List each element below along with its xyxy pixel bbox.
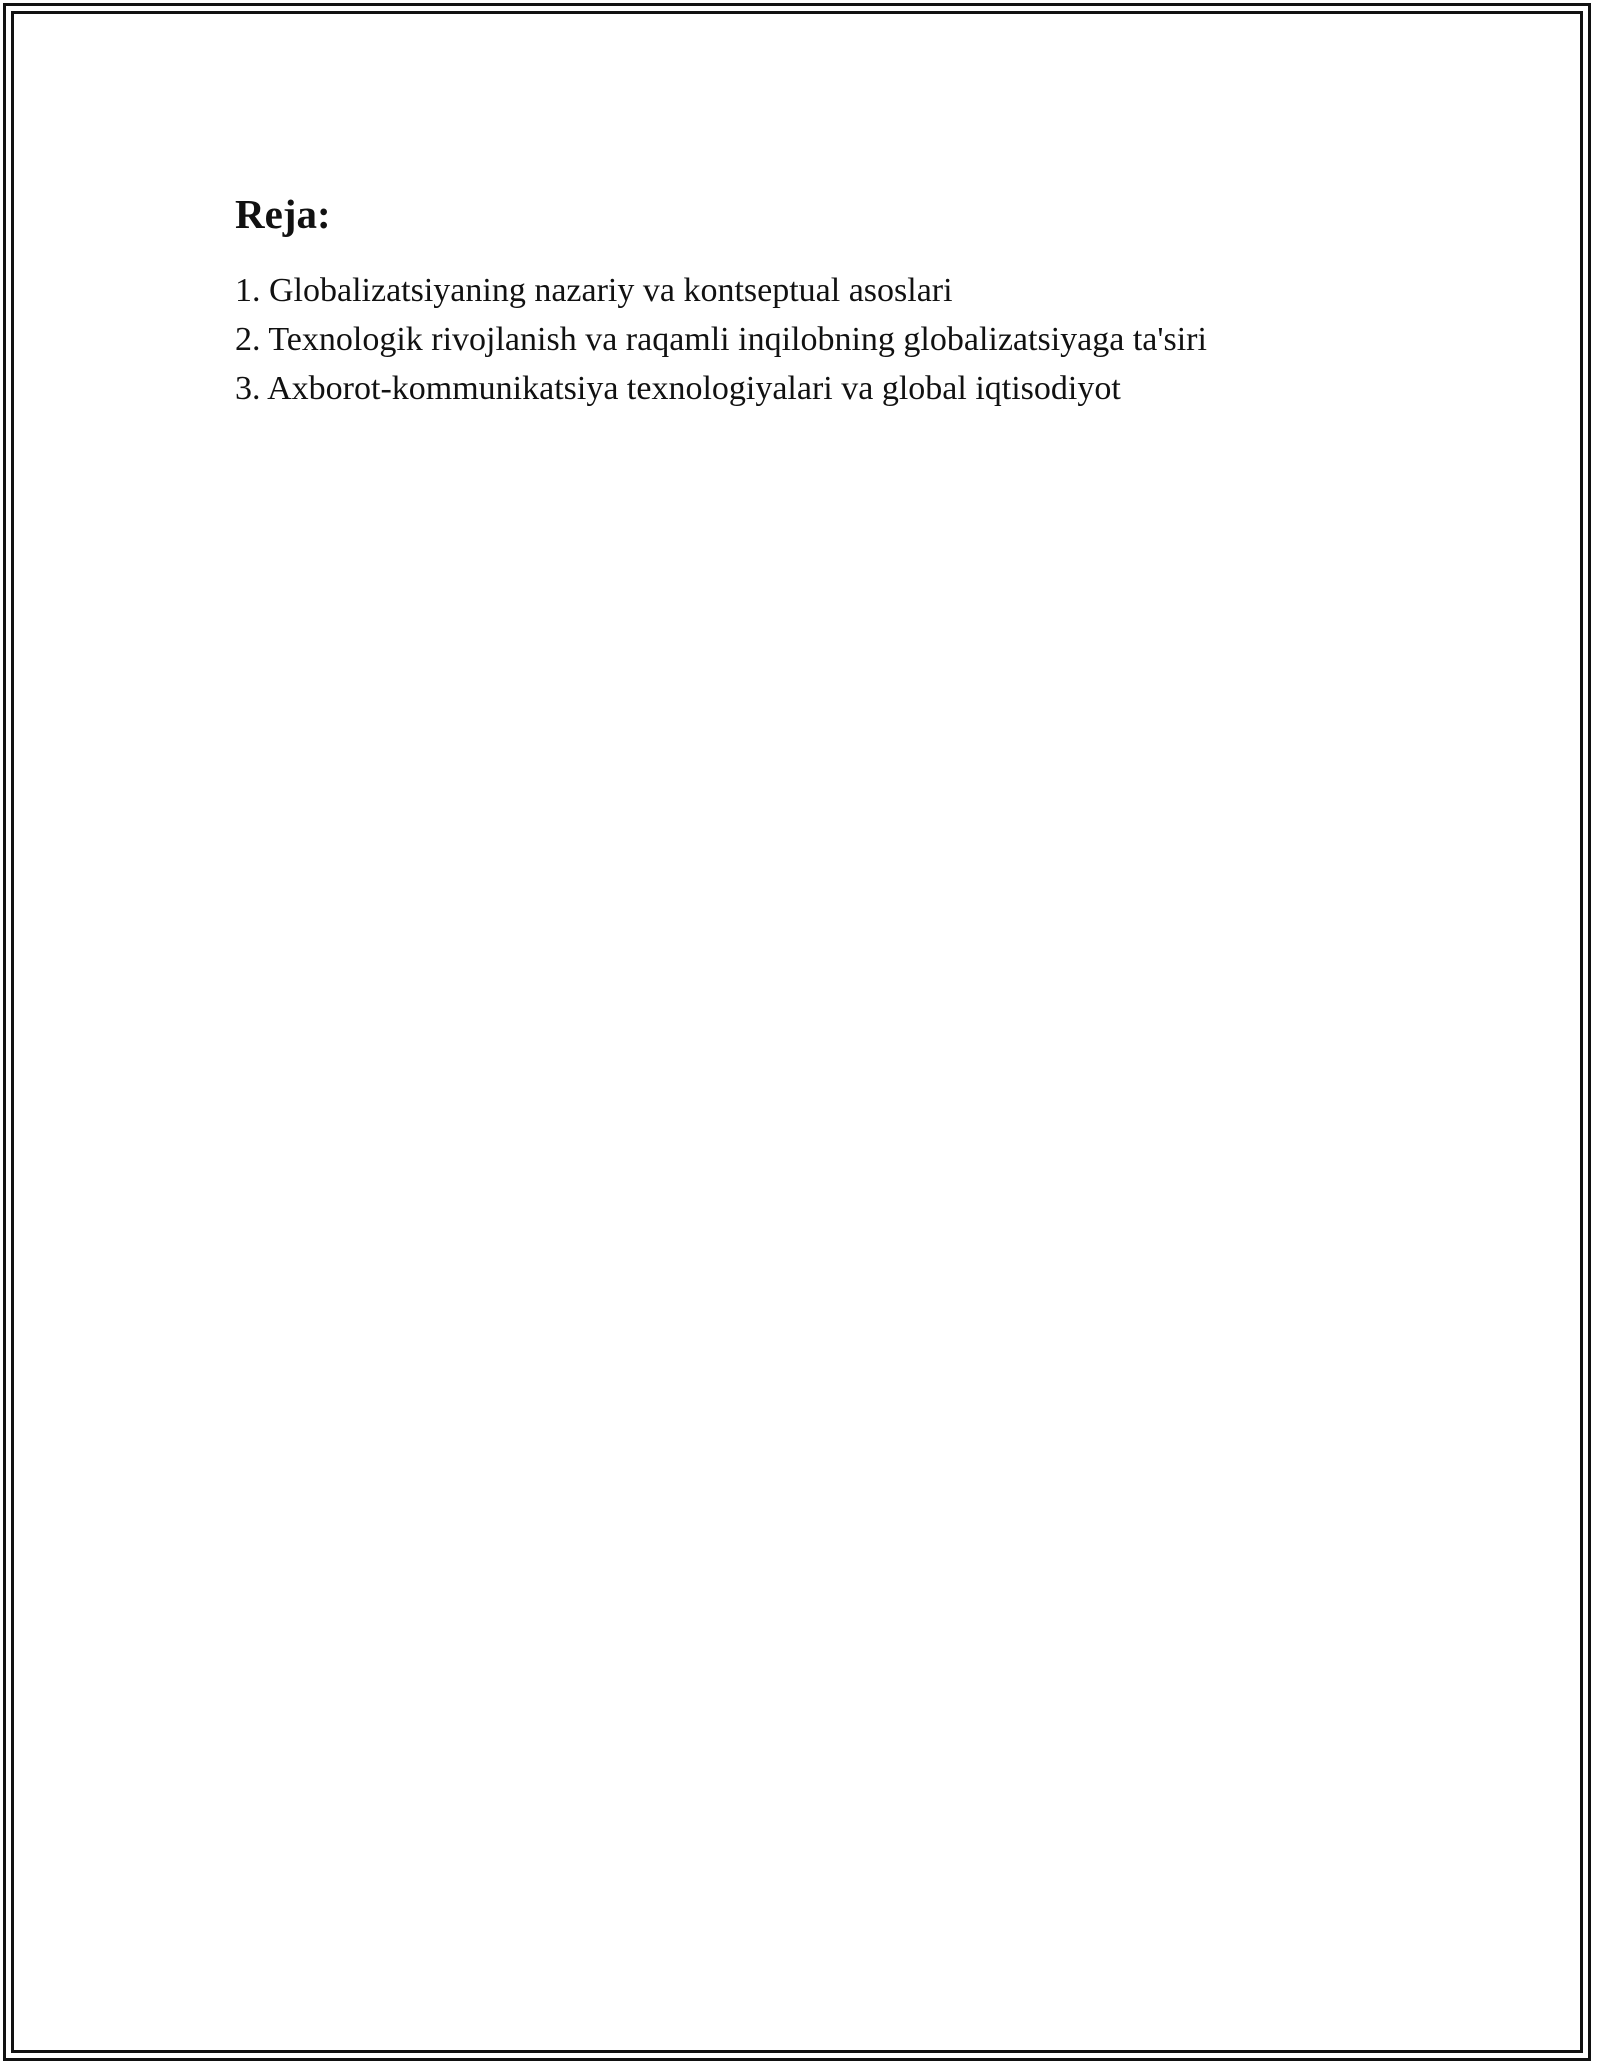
plan-title: Reja:: [235, 191, 331, 237]
plan-item-1: 1. Globalizatsiyaning nazariy va kontseptual asoslari: [235, 272, 953, 309]
plan-item-2: 2. Texnologik rivojlanish va raqamli inqilobning globalizatsiyaga ta'siri: [235, 321, 1207, 358]
document-page: [235, 186, 1435, 413]
plan-list: [235, 266, 1435, 413]
plan-item-3: 3. Axborot-kommunikatsiya texnologiyalari va global iqtisodiyot: [235, 370, 1121, 407]
